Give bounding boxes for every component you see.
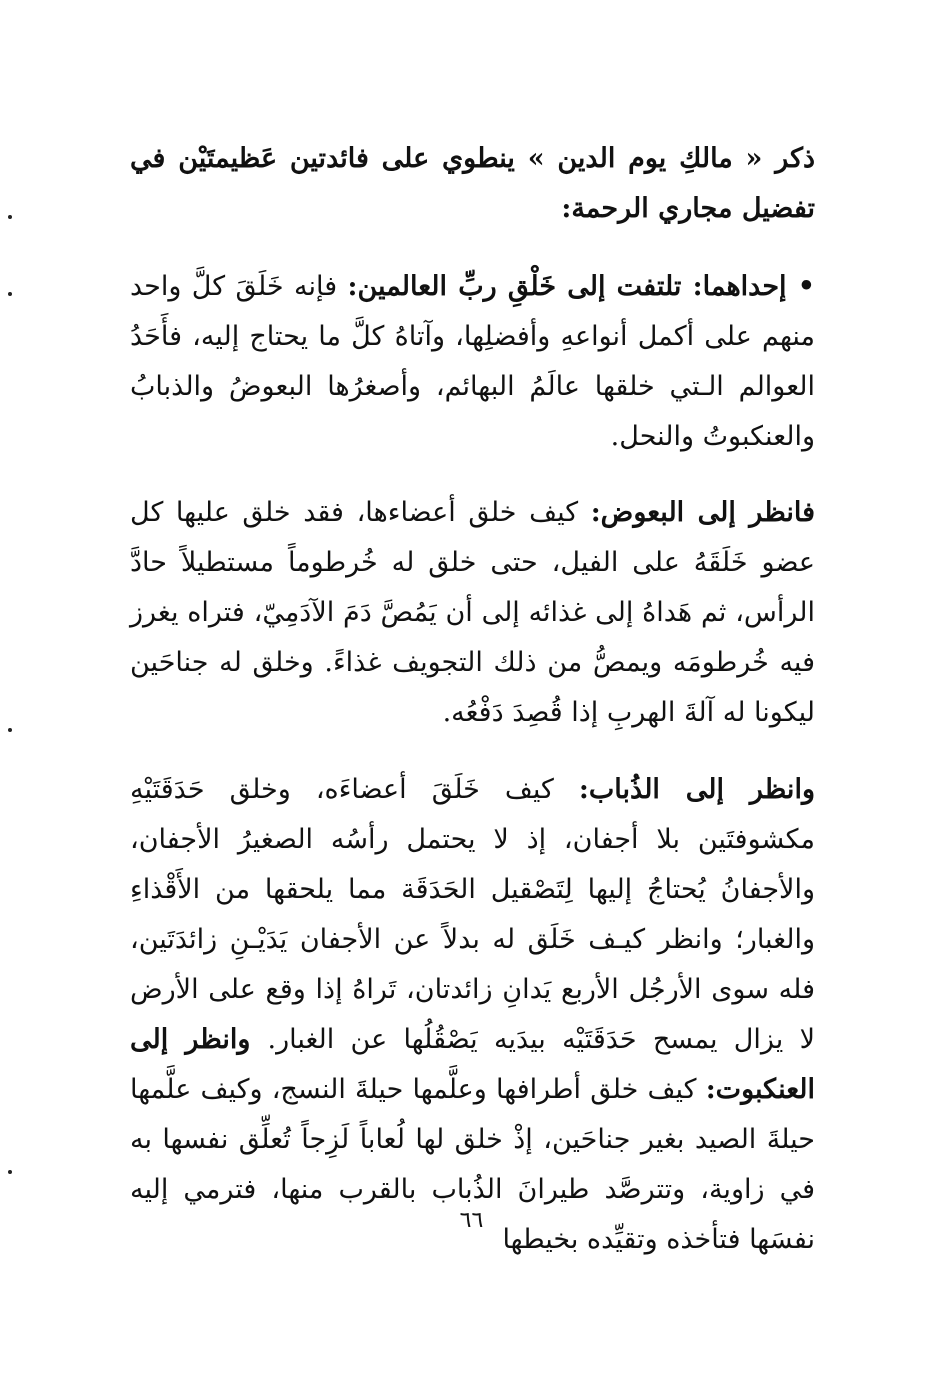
mosquito-body: كيف خلق أعضاءها، فقد خلق عليها كل عضو خَلَقَهُ على الفيل، حتى خلق له خُرطوماً مستطيلاً حادَّ الرأس، ثم هَداهُ إلى غذائه إلى أن يَمُصَّ دَمَ الآدَمِيّ، فتراه يغرز فيه خُرطومَه ويمصُّ من ذلك التجويف غذاءً. وخلق له جناحَين ليكونا له آلةَ الهربِ إذا قُصِدَ دَفْعُه. — [130, 497, 815, 728]
margin-mark — [8, 215, 12, 219]
first-benefit-body: فإنه خَلَقَ كلَّ واحد منهم على أكمل أنواعهِ وأفضلِها، وآتاهُ كلَّ ما يحتاج إليه، فأَحَدُ العوالم الـتي خلقها عالَمُ البهائم، وأصغرُها البعوضُ والذبابُ والعنكبوتُ والنحل. — [130, 271, 815, 452]
page-number: ٦٦ — [459, 1208, 484, 1233]
intro-paragraph — [130, 134, 815, 234]
margin-mark — [8, 292, 12, 296]
paragraph-first-benefit — [130, 262, 815, 462]
spider-lead: وانظر إلى العنكبوت: — [130, 1024, 815, 1105]
margin-mark — [8, 1170, 12, 1174]
intro-text: ذكر « مالكِ يوم الدين » ينطوي على فائدتين عَظيمتَيْن في تفضيل مجاري الرحمة: — [130, 143, 815, 224]
margin-mark — [8, 728, 12, 732]
first-benefit-lead: • إحداهما: تلتفت إلى خَلْقِ ربِّ العالمين: — [347, 271, 816, 302]
fly-lead: وانظر إلى الذُباب: — [578, 774, 815, 805]
spider-body: كيف خلق أطرافها وعلَّمها حيلةَ النسج، وكيف علَّمها حيلةَ الصيد بغير جناحَين، إذْ خلق لها لُعاباً لَزِجاً تُعلِّق نفسها به في زاوية، وتترصَّد طيرانَ الذُباب بالقرب منها، فترمي إليه نفسَها فتأخذه وتقيِّده بخيطها — [130, 1074, 815, 1255]
paragraph-mosquito — [130, 488, 815, 738]
mosquito-lead: فانظر إلى البعوض: — [590, 497, 816, 528]
fly-body: كيف خَلَقَ أعضاءَه، وخلق حَدَقَتَيْهِ مكشوفتَين بلا أجفان، إذ لا يحتمل رأسُه الصغيرُ الأجفان، والأجفانُ يُحتاجُ إليها لِتَصْقيل الحَدَقَة مما يلحقها من الأَقْذاءِ والغبار؛ وانظر كيـف خَلَق له بدلاً عن الأجفان يَدَيْـنِ زائدَتَين، فله سوى الأرجُل الأربع يَدانِ زائدتان، تَراهُ إذا وقع على الأرض لا يزال يمسح حَدَقَتَيْه بيدَيه يَصْقُلُها عن الغبار. — [130, 774, 816, 1055]
paragraph-fly-spider — [130, 765, 815, 1265]
